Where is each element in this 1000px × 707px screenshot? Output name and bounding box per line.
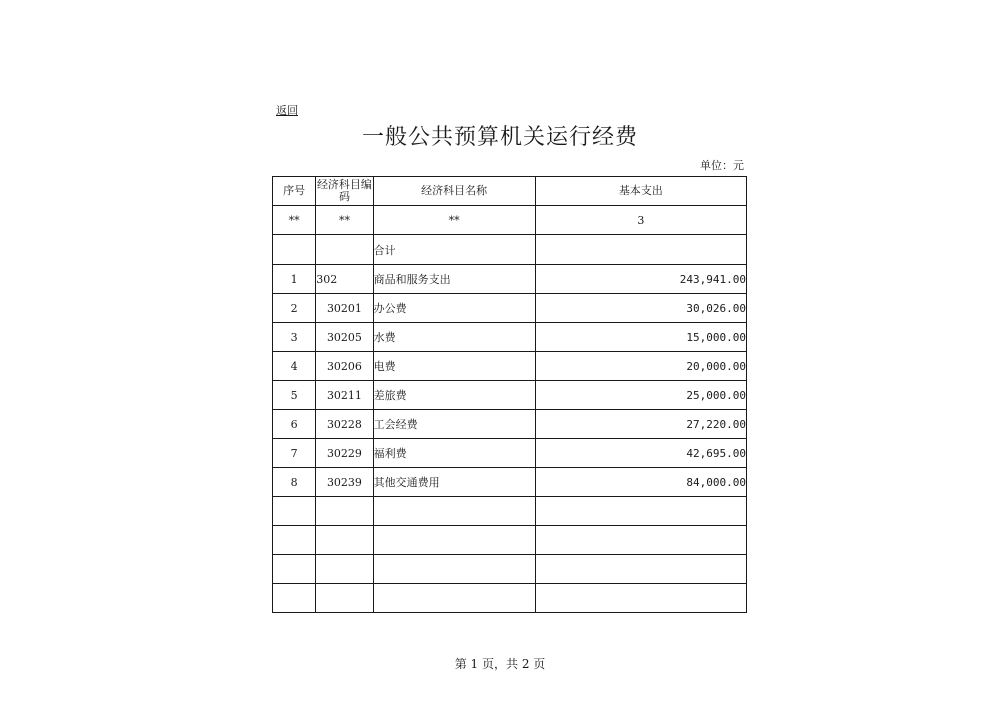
row-name: 工会经费 (373, 410, 535, 439)
table-row (273, 439, 747, 468)
table-blank-row (273, 497, 747, 526)
table-blank-row (273, 526, 747, 555)
budget-table (272, 176, 747, 613)
row-name: 电费 (373, 352, 535, 381)
row-code: 30229 (316, 439, 373, 468)
row-seq: 4 (273, 352, 316, 381)
unit-label: 单位：元 (700, 159, 744, 172)
row-name: 福利费 (373, 439, 535, 468)
row-seq: 7 (273, 439, 316, 468)
table-row (273, 410, 747, 439)
table-row (273, 381, 747, 410)
total-code (316, 235, 373, 265)
table-blank-row (273, 584, 747, 613)
row-amount: 25,000.00 (535, 381, 746, 410)
row-name: 其他交通费用 (373, 468, 535, 497)
header-name: 经济科目名称 (373, 177, 535, 206)
header-amount: 基本支出 (535, 177, 746, 206)
row-seq: 6 (273, 410, 316, 439)
table-total-row (273, 235, 747, 265)
row-amount: 42,695.00 (535, 439, 746, 468)
header-seq: 序号 (273, 177, 316, 206)
page-title: 一般公共预算机关运行经费 (361, 125, 638, 150)
row-seq: 1 (273, 265, 316, 294)
row-code: 30228 (316, 410, 373, 439)
row-code: 30206 (316, 352, 373, 381)
back-link[interactable]: 返回 (276, 104, 298, 117)
header-code: 经济科目编码 (316, 177, 373, 206)
row-amount: 20,000.00 (535, 352, 746, 381)
row-name: 差旅费 (373, 381, 535, 410)
row-seq: 2 (273, 294, 316, 323)
mark-name: ** (373, 206, 535, 235)
row-name: 办公费 (373, 294, 535, 323)
row-amount: 30,026.00 (535, 294, 746, 323)
row-name: 商品和服务支出 (373, 265, 535, 294)
mark-seq: ** (273, 206, 316, 235)
row-seq: 8 (273, 468, 316, 497)
table-row (273, 265, 747, 294)
row-seq: 3 (273, 323, 316, 352)
row-amount: 243,941.00 (535, 265, 746, 294)
mark-amount: 3 (535, 206, 746, 235)
row-amount: 84,000.00 (535, 468, 746, 497)
row-code: 30239 (316, 468, 373, 497)
table-blank-row (273, 555, 747, 584)
table-mark-row (273, 206, 747, 235)
row-code: 30201 (316, 294, 373, 323)
total-name: 合计 (373, 235, 535, 265)
page-footer: 第 1 页，共 2 页 (454, 657, 546, 671)
table-row (273, 323, 747, 352)
table-row (273, 468, 747, 497)
row-name: 水费 (373, 323, 535, 352)
row-code: 30211 (316, 381, 373, 410)
row-code: 302 (316, 265, 373, 294)
total-amount (535, 235, 746, 265)
table-header-row (273, 177, 747, 206)
table-row (273, 352, 747, 381)
row-code: 30205 (316, 323, 373, 352)
row-amount: 27,220.00 (535, 410, 746, 439)
row-seq: 5 (273, 381, 316, 410)
row-amount: 15,000.00 (535, 323, 746, 352)
mark-code: ** (316, 206, 373, 235)
total-seq (273, 235, 316, 265)
table-row (273, 294, 747, 323)
